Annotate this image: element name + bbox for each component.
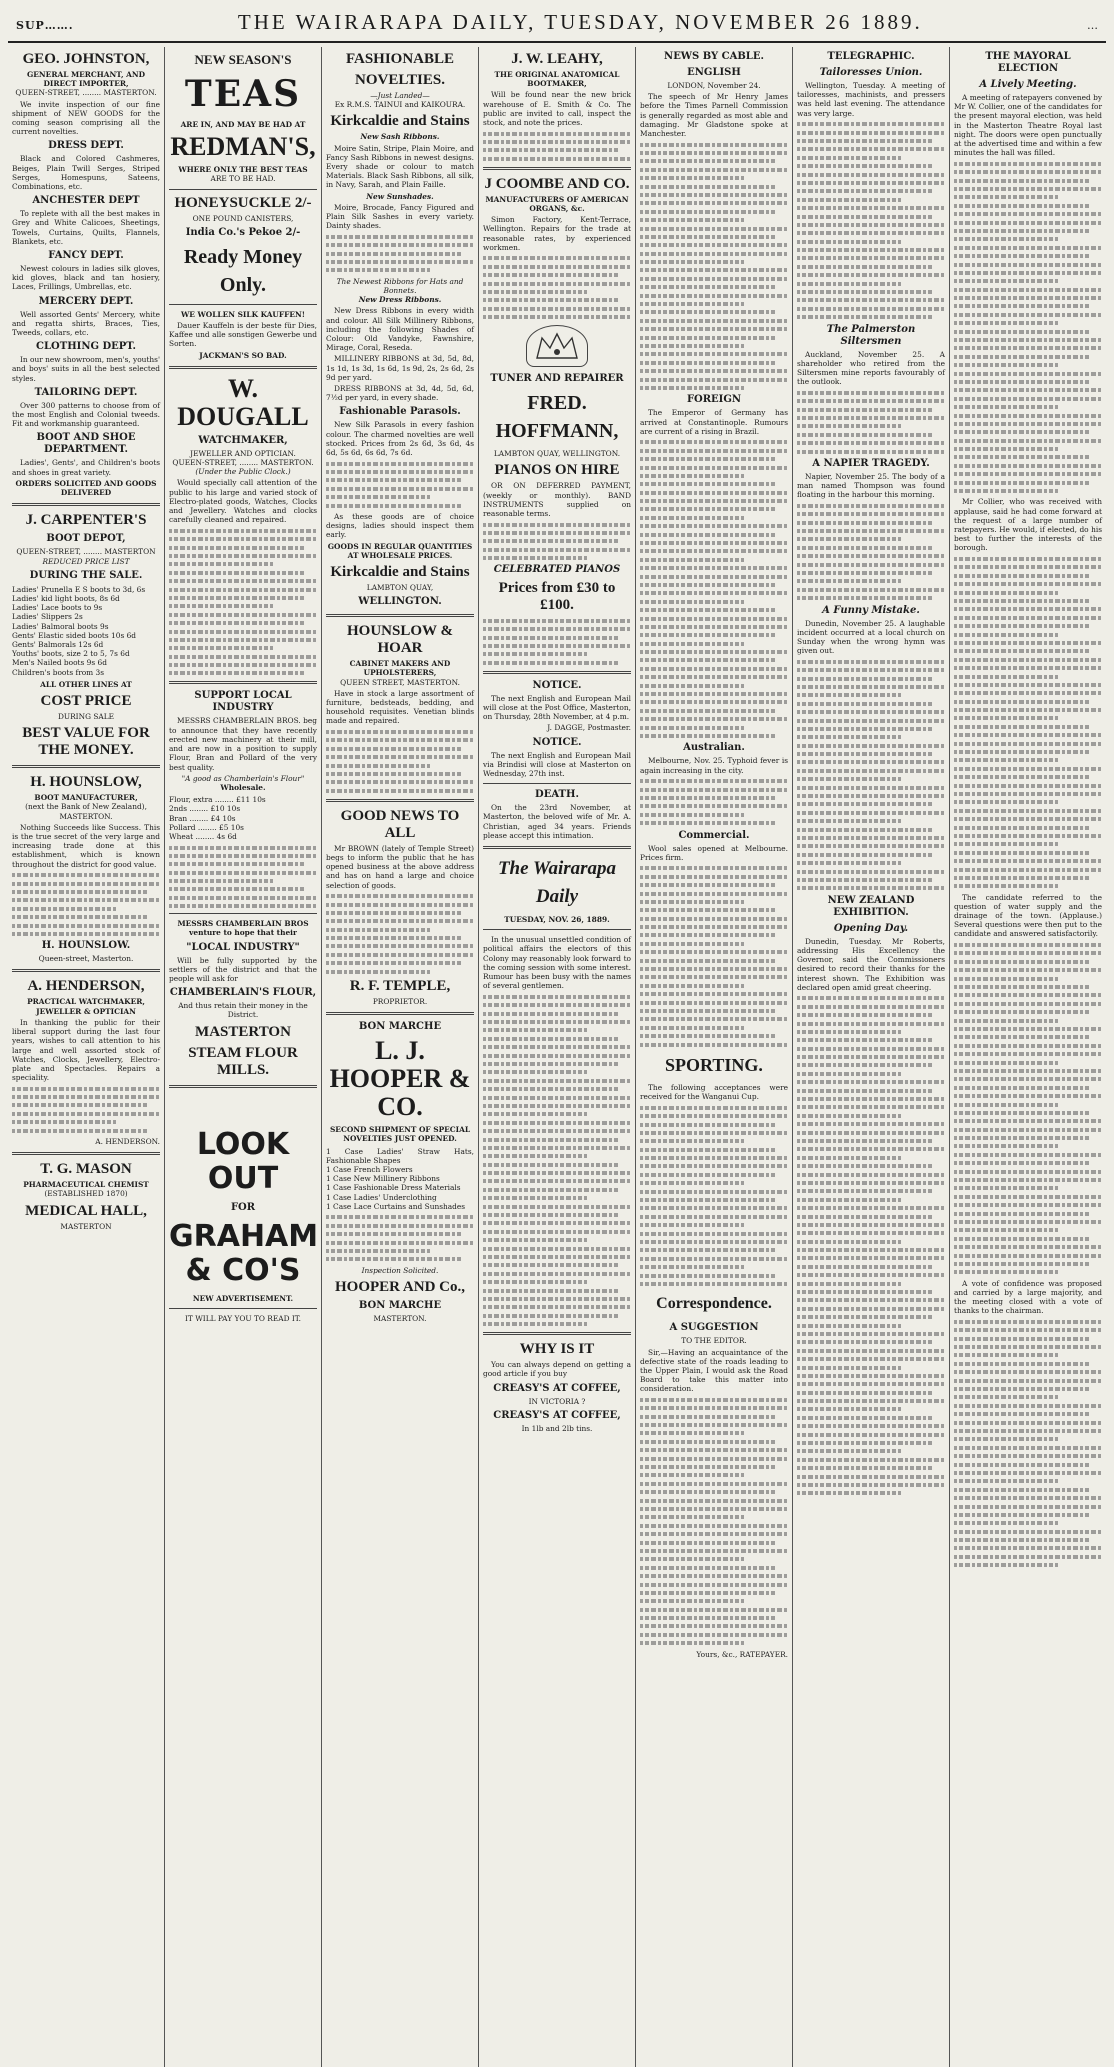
- hoffmann-loc: LAMBTON QUAY, WELLINGTON.: [493, 449, 621, 459]
- australian-text: Melbourne, Nov. 25. Typhoid fever is again increasing in the city.: [640, 756, 788, 775]
- nz-exhibition-heading: NEW ZEALAND EXHIBITION.: [827, 894, 915, 918]
- goods-note: GOODS IN REGULAR QUANTITIES AT WHOLESALE PRICES.: [327, 541, 473, 560]
- divider: [12, 765, 160, 768]
- text-lines: [640, 143, 788, 390]
- text-lines: [326, 235, 474, 273]
- kauri-text: Dauer Kauffeln is der beste für Dies, Kaffee und alle sonstigen Gewerbe und Sorten.: [169, 321, 317, 349]
- why-text: You can always depend on getting a good article if you buy: [483, 1360, 631, 1379]
- redman-heading: REDMAN'S,: [170, 132, 316, 162]
- masthead: [8, 6, 1106, 43]
- text-lines: [326, 462, 474, 508]
- divider: [12, 503, 160, 506]
- celebrated-pianos: CELEBRATED PIANOS: [493, 564, 621, 576]
- news-heading: NEWS BY CABLE.: [664, 51, 764, 62]
- price-item: Children's boots from 3s: [12, 667, 105, 677]
- price-item: Gents' Balmorals 12s 6d: [12, 639, 104, 649]
- graham-pay: IT WILL PAY YOU TO READ IT.: [185, 1313, 301, 1323]
- commercial-text: Wool sales opened at Melbourne. Prices firm.: [640, 843, 788, 862]
- local-text: Will be fully supported by the settlers of the district and that the people will ask for: [169, 955, 317, 984]
- divider: [169, 366, 317, 369]
- dept-text: In our new showroom, men's, youths' and boys' suits in all the best selected styles.: [12, 355, 160, 383]
- death-text: On the 23rd November, at Masterton, the beloved wife of Mr. A. Christian, aged 34 years. Friends please accept this intimation.: [483, 803, 631, 840]
- notice-text: The next English and European Mail will close at the Post Office, Masterton, on Thursday, 28th November, at 4 p.m.: [483, 693, 631, 722]
- price-item: Ladies' Balmoral boots 9s: [12, 621, 109, 631]
- creasy-prices: In 1lb and 2lb tins.: [521, 1423, 593, 1433]
- text-lines: [640, 1106, 788, 1286]
- text-lines: [483, 619, 631, 665]
- column-1: [8, 47, 165, 2067]
- mason-name: T. G. MASON: [40, 1161, 132, 1178]
- sunshades-heading: New Sunshades.: [366, 191, 434, 201]
- hooper-heading: L. J. HOOPER & CO.: [329, 1036, 471, 1122]
- column-7: [950, 47, 1106, 2067]
- death-heading: DEATH.: [535, 789, 579, 801]
- divider: [12, 1152, 160, 1155]
- temple-proprietor: PROPRIETOR.: [372, 997, 428, 1007]
- novelties-heading: NOVELTIES.: [355, 72, 445, 88]
- carpenter-price-list: [12, 585, 160, 677]
- flour-heading: CHAMBERLAIN'S FLOUR,: [169, 987, 317, 999]
- mayoral-heading: THE MAYORAL ELECTION: [985, 51, 1071, 74]
- text-lines: [797, 996, 945, 1495]
- flour-sub: And thus retain their money in the District.: [178, 1001, 308, 1020]
- text-lines: [797, 660, 945, 891]
- flour-price-list: [169, 795, 317, 841]
- coombe-sub: MANUFACTURERS OF AMERICAN ORGANS, &c.: [485, 194, 629, 213]
- hounslow-sub: BOOT MANUFACTURER,: [34, 793, 138, 803]
- dougall-sub2: JEWELLER AND OPTICIAN.: [190, 448, 296, 458]
- columns: [8, 47, 1106, 2067]
- mason-loc: MASTERTON: [60, 1221, 112, 1231]
- millinery-text: MILLINERY RIBBONS at 3d, 5d, 8d, 1s 1d, 1s 3d, 1s 6d, 1s 9d, 2s, 2s 6d, 2s 9d per yard.: [326, 354, 474, 382]
- mason-hall: MEDICAL HALL,: [25, 1202, 147, 1219]
- divider: [169, 1308, 317, 1309]
- leahy-sub: THE ORIGINAL ANATOMICAL BOOTMAKER,: [494, 70, 620, 89]
- mayoral-text-3: The candidate referred to the question of water supply and the drainage of the town. (Applause.) Several questions were then put to the candidate and answered satisfactorily.: [954, 892, 1102, 939]
- sporting-text: The following acceptances were received for the Wanganui Cup.: [640, 1082, 788, 1102]
- price-item: Men's Nailed boots 9s 6d: [12, 658, 107, 668]
- carpenter-best: BEST VALUE FOR THE MONEY.: [22, 725, 150, 759]
- text-lines: [483, 256, 631, 319]
- palmerston-text: Auckland, November 25. A shareholder who retired from the Siltersmen mine reports favourably of the outlook.: [797, 349, 945, 387]
- masterton-heading: MASTERTON: [195, 1023, 291, 1040]
- price-item: Ladies' Prunella E S boots to 3d, 6s: [12, 584, 146, 594]
- text-lines: [640, 1398, 788, 1645]
- text-lines: [640, 440, 788, 738]
- divider: [12, 969, 160, 972]
- column-4: [479, 47, 636, 2067]
- hoffmann-heading: FRED. HOFFMANN,: [495, 392, 619, 443]
- mills-heading: STEAM FLOUR MILLS.: [188, 1044, 298, 1078]
- sporting-heading: SPORTING.: [665, 1054, 763, 1075]
- jackman: JACKMAN'S SO BAD.: [199, 350, 287, 360]
- dougall-loc: QUEEN-STREET, ........ MASTERTON.: [172, 458, 314, 468]
- napier-text: Napier, November 25. The body of a man named Thompson was found floating in the harbour this morning.: [797, 471, 945, 500]
- dept-heading: FANCY DEPT.: [48, 250, 124, 262]
- royal-crest-icon: [526, 325, 588, 367]
- dress2-text: DRESS RIBBONS at 3d, 4d, 5d, 6d, 7½d per yard, in every shade.: [326, 384, 474, 403]
- paper-title: The Wairarapa Daily: [497, 858, 617, 908]
- dept-heading: CLOTHING DEPT.: [36, 341, 136, 353]
- teas-are: ARE IN, AND MAY BE HAD AT: [180, 120, 306, 129]
- text-lines: [640, 779, 788, 825]
- divider: [169, 1085, 317, 1088]
- bon-marche-2: BON MARCHE: [358, 1300, 442, 1312]
- carpenter-other: ALL OTHER LINES AT: [40, 679, 132, 689]
- coombe-heading: J COOMBE AND CO.: [484, 175, 630, 192]
- ready-money: Ready Money Only.: [183, 245, 303, 296]
- local-industry: "LOCAL INDUSTRY": [186, 941, 300, 953]
- divider: [169, 681, 317, 684]
- good-news-text: Mr BROWN (lately of Temple Street) begs to inform the public that he has opened business at the above address and has on hand a large and choice selection of goods.: [326, 843, 474, 890]
- text-lines: [483, 523, 631, 561]
- carpenter-loc: QUEEN-STREET, ........ MASTERTON: [16, 547, 156, 557]
- masterton: MASTERTON.: [373, 1314, 427, 1324]
- mason-sub: PHARMACEUTICAL CHEMIST: [23, 1180, 149, 1190]
- to-editor: TO THE EDITOR.: [681, 1336, 747, 1346]
- text-lines: [326, 1215, 474, 1261]
- dept-text: Ladies', Gents', and Children's boots and shoes in great variety.: [12, 458, 160, 477]
- text-lines: [797, 504, 945, 600]
- commercial-heading: Commercial.: [678, 829, 750, 841]
- carpenter-reduced: REDUCED PRICE LIST: [42, 556, 130, 566]
- price-item: Bran ........ £4 10s: [169, 813, 236, 823]
- shipment-list: [326, 1147, 474, 1211]
- napier-heading: A NAPIER TRAGEDY.: [812, 457, 930, 469]
- india-pekoe: India Co.'s Pekoe 2/-: [185, 226, 301, 238]
- divider: [483, 783, 631, 784]
- graham-heading: GRAHAM & CO'S: [169, 1218, 319, 1288]
- divider: [326, 1012, 474, 1015]
- hounslow-hoar-heading: HOUNSLOW & HOAR: [347, 623, 453, 657]
- divider: [169, 189, 317, 190]
- johnston-name: GEO. JOHNSTON,: [22, 51, 150, 67]
- notice-sign: J. DAGGE, Postmaster.: [547, 723, 631, 733]
- shipment-item: 1 Case New Millinery Ribbons: [326, 1174, 440, 1184]
- messrs2: MESSRS CHAMBERLAIN BROS venture to hope that their: [177, 919, 309, 938]
- season-heading: NEW SEASON'S: [194, 52, 292, 67]
- wholesale-heading: Wholesale.: [220, 782, 266, 792]
- hounslow-name: H. HOUNSLOW,: [30, 774, 142, 791]
- union-heading: Tailoresses Union.: [819, 67, 923, 78]
- sunshades-text: Moire, Brocade, Fancy Figured and Plain Silk Sashes in every variety. Dainty shades.: [326, 202, 474, 231]
- leahy-heading: J. W. LEAHY,: [511, 51, 603, 67]
- price-item: Flour, extra ........ £11 10s: [169, 795, 266, 805]
- carpenter-name: J. CARPENTER'S: [25, 512, 147, 529]
- ribbons-heading: New Sash Ribbons.: [360, 132, 440, 142]
- news-text: The speech of Mr Henry James before the Times Parnell Commission is generally regarded as most able and damaging. Mr Gladstone spoke at Manchester.: [640, 92, 788, 139]
- temple-heading: R. F. TEMPLE,: [349, 978, 451, 995]
- carpenter-during: DURING THE SALE.: [29, 569, 143, 581]
- correspondence-heading: Correspondence.: [656, 1295, 772, 1313]
- dougall-under: (Under the Public Clock.): [195, 467, 291, 477]
- price-item: Youths' boots, size 2 to 5, 7s 6d: [12, 649, 130, 659]
- henderson-sign: A. HENDERSON.: [95, 1137, 160, 1147]
- text-lines: [169, 529, 317, 676]
- piano-prices: Prices from £30 to £100.: [498, 580, 616, 614]
- tuner-heading: TUNER AND REPAIRER: [490, 373, 624, 385]
- text-lines: [326, 894, 474, 974]
- graham-advert: NEW ADVERTISEMENT.: [192, 1293, 294, 1303]
- notice-heading: NOTICE.: [532, 679, 582, 691]
- text-lines: [169, 846, 317, 909]
- price-item: 2nds ........ £10 10s: [169, 804, 241, 814]
- shipment-item: 1 Case Lace Curtains and Sunshades: [326, 1201, 466, 1211]
- lively-heading: A Lively Meeting.: [979, 79, 1077, 90]
- text-lines: [483, 132, 631, 161]
- australian-heading: Australian.: [683, 742, 745, 754]
- chamberlain-motto: "A good as Chamberlain's Flour": [181, 773, 305, 783]
- dept-text: To replete with all the best makes in Grey and White Calicoes, Sheetings, Towels, Curtains, Quilts, Flannels, Blankets, etc.: [12, 209, 160, 246]
- dept-text: Well assorted Gents' Mercery, white and regatta shirts, Braces, Ties, Tweeds, collars, etc.: [12, 309, 160, 338]
- column-6: [793, 47, 950, 2067]
- dress-text: New Dress Ribbons in every width and colour. All Silk Millinery Ribbons, including the following Shades of Colour: Old Vandyke, Fawnshire, Mirage, Coral, Reseda.: [326, 306, 474, 353]
- mayoral-text-1: A meeting of ratepayers convened by Mr W. Collier, one of the candidates for the present mayoral election, was held in the Masterton Theatre Royal last night. The doors were open punctually at the advertised time and within a few minutes the hall was filled.: [954, 93, 1102, 158]
- divider: [483, 1332, 631, 1335]
- mason-est: (ESTABLISHED 1870): [44, 1189, 128, 1199]
- hounslow2-name: H. HOUNSLOW.: [41, 940, 131, 952]
- why-heading: WHY IS IT: [519, 1341, 595, 1358]
- hh-loc: QUEEN STREET, MASTERTON.: [340, 677, 460, 687]
- paper-date: TUESDAY, NOV. 26, 1889.: [504, 915, 610, 925]
- dateline: LONDON, November 24.: [667, 81, 761, 90]
- suggestion-heading: A SUGGESTION: [669, 1322, 759, 1334]
- support-heading: SUPPORT LOCAL INDUSTRY: [194, 690, 292, 714]
- divider: [326, 799, 474, 802]
- johnston-sub: GENERAL MERCHANT, AND DIRECT IMPORTER,: [26, 70, 146, 89]
- palmerston-heading: The Palmerston Siltersmen: [826, 323, 916, 347]
- column-3: [322, 47, 479, 2067]
- victoria: IN VICTORIA ?: [528, 1396, 586, 1406]
- dept-heading: ANCHESTER DEPT: [32, 195, 140, 207]
- hounslow-text: Nothing Succeeds like Success. This is the true secret of the very large and increasing trade done at this establishment, which is known throughout the district for good value.: [12, 822, 160, 869]
- johnston-loc: QUEEN-STREET, ........ MASTERTON.: [15, 88, 157, 98]
- bon-marche: BON MARCHE: [358, 1021, 442, 1033]
- union-text: Wellington, Tuesday. A meeting of tailoresses, machinists, and pressers was held last evening. The attendance was very large.: [797, 81, 945, 118]
- hounslow-loc: (next the Bank of New Zealand), MASTERTON.: [25, 802, 147, 821]
- dress-heading: New Dress Ribbons.: [358, 295, 442, 305]
- text-lines: [483, 995, 631, 1326]
- price-item: Pollard ........ £5 10s: [169, 822, 244, 832]
- divider: [483, 929, 631, 930]
- dept-text: Over 300 patterns to choose from of the most English and Colonial tweeds. Fit and workmanship guaranteed.: [12, 400, 160, 429]
- leahy-text: Will be found near the new brick warehouse of E. Smith & Co. The public are invited to call, inspect the stock, and note the prices.: [483, 90, 631, 128]
- notice2-heading: NOTICE.: [532, 736, 582, 748]
- creasy2-heading: CREASY'S AT COFFEE,: [493, 1409, 621, 1421]
- price-item: Gents' Elastic sided boots 10s 6d: [12, 630, 137, 640]
- text-lines: [797, 122, 945, 319]
- kirkcaldie-heading: Kirkcaldie and Stains: [330, 113, 470, 130]
- hh-text: Have in stock a large assortment of furniture, bedsteads, bedding, and household requisites. Venetian blinds made and repaired.: [326, 688, 474, 726]
- good-news-heading: GOOD NEWS TO ALL: [340, 807, 460, 841]
- price-item: Ladies' kid light boots, 8s 6d: [12, 593, 120, 603]
- teas-where: WHERE ONLY THE BEST TEAS: [178, 165, 308, 175]
- ribbons-text: Moire Satin, Stripe, Plain Moire, and Fancy Sash Ribbons in newest designs. Every shade or colour to match Materials. Black Sash Ribbons, all silk, in Navy, Sarah, and Plain Faille.: [326, 143, 474, 190]
- johnston-footer: ORDERS SOLICITED AND GOODS DELIVERED: [15, 478, 157, 498]
- inspection: Inspection Solicited.: [361, 1265, 439, 1275]
- text-lines: [954, 943, 1102, 1274]
- column-2: [165, 47, 322, 2067]
- teas-heading: TEAS: [184, 73, 302, 115]
- mayoral-text-4: A vote of confidence was proposed and carried by a large majority, and the meeting closed with a vote of thanks to the chairman.: [954, 1278, 1102, 1316]
- dougall-name: W. DOUGALL: [177, 373, 309, 431]
- parasols-heading: Fashionable Parasols.: [339, 406, 461, 418]
- creasy-heading: CREASY'S AT COFFEE,: [493, 1382, 621, 1394]
- hounslow2-loc: Queen-street, Masterton.: [38, 954, 134, 964]
- text-lines: [640, 866, 788, 1046]
- masthead-right: …: [1086, 19, 1098, 32]
- foreign-heading: FOREIGN: [686, 394, 742, 406]
- coombe-text: Simon Factory, Kent-Terrace, Wellington. Repairs for the trade at reasonable rates, by experienced workmen.: [483, 215, 631, 252]
- telegraphic-heading: TELEGRAPHIC.: [827, 51, 915, 62]
- look-for: FOR: [230, 1201, 256, 1213]
- teas-are-to-be: ARE TO BE HAD.: [210, 174, 276, 184]
- second-shipment: SECOND SHIPMENT OF SPECIAL NOVELTIES JUST OPENED.: [329, 1125, 471, 1144]
- mayoral-text-2: Mr Collier, who was received with applause, said he had come forward at the request of a large number of ratepayers. He would, if elected, do his best to further the interests of the borough.: [954, 497, 1102, 553]
- shipment-item: 1 Case Ladies' Straw Hats, Fashionable Shapes: [326, 1146, 474, 1165]
- johnston-intro: We invite inspection of our fine shipment of NEW GOODS for the coming season comprising all the current novelties.: [12, 99, 160, 137]
- hh-sub: CABINET MAKERS AND UPHOLSTERERS,: [349, 659, 451, 678]
- divider: [169, 304, 317, 305]
- mistake-text: Dunedin, November 25. A laughable incident occurred at a local church on Sunday when the wrong hymn was given out.: [797, 618, 945, 656]
- henderson-text: In thanking the public for their liberal support during the last four years, wishes to call attention to his large and well assorted stock of Watches, Clocks, Jewellery, Electro-plate and Spectacles. Repairs a speciality.: [12, 1017, 160, 1083]
- dept-text: Black and Colored Cashmeres, Beiges, Plain Twill Serges, Striped Serges, Homespuns, Sateens, Combinations, etc.: [12, 154, 160, 192]
- dept-list: [12, 140, 160, 476]
- divider: [483, 671, 631, 674]
- exhibition-text: Dunedin, Tuesday. Mr Roberts, addressing His Excellency the Governor, said the Commissioners desired to record their thanks for the interest shown. The Exhibition was declared open amid great cheering.: [797, 936, 945, 992]
- masthead-left: SUP…….: [16, 19, 74, 32]
- text-lines: [12, 1087, 160, 1133]
- shipment-item: 1 Case Fashionable Dress Materials: [326, 1183, 461, 1193]
- hire-text: OR ON DEFERRED PAYMENT, (weekly or monthly). BAND INSTRUMENTS supplied on reasonable terms.: [483, 481, 631, 518]
- mistake-heading: A Funny Mistake.: [822, 604, 920, 616]
- parasols-text: New Silk Parasols in every fashion colour. The charmed novelties are well stocked. Prices from 2s 6d, 3s 6d, 4s 6d, 5s 6d, 6s 6d, 7s 6d.: [326, 420, 474, 458]
- opening-day: Opening Day.: [833, 922, 909, 934]
- divider: [483, 846, 631, 849]
- correspondence-text: Sir,—Having an acquaintance of the defective state of the roads leading to the Upper Plain, I would ask the Road Board to take this matter into consideration.: [640, 1347, 788, 1394]
- text-lines: [954, 1320, 1102, 1567]
- dougall-sub: WATCHMAKER,: [198, 434, 288, 446]
- text-lines: [797, 391, 945, 454]
- ready-note: As these goods are of choice designs, ladies should inspect them early.: [326, 511, 474, 540]
- dept-text: Newest colours in ladies silk gloves, kid gloves, black and tan hosiery, Laces, Frillings, Umbrellas, etc.: [12, 264, 160, 292]
- just-landed: —Just Landed—: [370, 91, 430, 100]
- price-item: Ladies' Slippers 2s: [12, 612, 83, 622]
- kirkcaldie2-heading: Kirkcaldie and Stains: [330, 563, 470, 580]
- honeysuckle: HONEYSUCKLE 2/-: [174, 194, 312, 211]
- price-item: Wheat ........ 4s 6d: [169, 831, 237, 841]
- henderson-name: A. HENDERSON,: [27, 978, 145, 995]
- text-lines: [954, 557, 1102, 888]
- look-out: LOOK OUT: [196, 1126, 290, 1196]
- dougall-text: Would specially call attention of the public to his large and varied stock of Electro-plated goods, Watches, Clocks and Jewellery. Watches and clocks carefully cleaned and repaired.: [169, 478, 317, 525]
- kauri-heading: WE WOLLEN SILK KAUFFEN!: [180, 309, 306, 319]
- price-item: Ladies' Lace boots to 9s: [12, 603, 103, 613]
- shipment-item: 1 Case French Flowers: [326, 1165, 413, 1175]
- henderson-sub: PRACTICAL WATCHMAKER, JEWELLER & OPTICIAN: [27, 997, 145, 1016]
- pianos-heading: PIANOS ON HIRE: [494, 462, 620, 479]
- divider: [483, 167, 631, 170]
- editorial-text: In the unusual unsettled condition of political affairs the electors of this Colony may reasonably look forward to the coming session with some interest. Rumour has been busy with the names of several gentlemen.: [483, 935, 631, 991]
- divider: [169, 913, 317, 914]
- dept-heading: TAILORING DEPT.: [34, 386, 138, 398]
- correspondence-sign: Yours, &c., RATEPAYER.: [696, 1649, 788, 1659]
- shipment-item: 1 Case Ladies' Underclothing: [326, 1192, 437, 1202]
- novel-note: The Newest Ribbons for Hats and Bonnets.: [336, 276, 464, 295]
- text-lines: [12, 873, 160, 936]
- dept-heading: BOOT AND SHOE DEPARTMENT.: [36, 432, 136, 456]
- masthead-title: THE WAIRARAPA DAILY, TUESDAY, NOVEMBER 26 1889.: [237, 10, 923, 34]
- text-lines: [954, 162, 1102, 493]
- ship-line: Ex R.M.S. TAINUI and KAIKOURA.: [334, 100, 466, 110]
- notice2-text: The next English and European Mail via Brindisi will close at Masterton on Wednesday, 27th inst.: [483, 750, 631, 779]
- lambton-quay: LAMBTON QUAY,: [366, 582, 434, 592]
- dept-heading: DRESS DEPT.: [48, 140, 124, 152]
- column-5: [636, 47, 793, 2067]
- divider: [326, 614, 474, 617]
- wellington: WELLINGTON.: [358, 596, 442, 608]
- chamberlain-text: MESSRS CHAMBERLAIN BROS. beg to announce that they have recently erected new machinery at their mill, and are now in a position to supply Flour, Bran and Pollard of the very best quality.: [169, 716, 317, 772]
- text-lines: [326, 730, 474, 793]
- carpenter-during2: DURING SALE: [57, 711, 115, 721]
- foreign-text: The Emperor of Germany has arrived at Constantinople. Rumours are current of a rising in Brazil.: [640, 408, 788, 436]
- fashionable-heading: FASHIONABLE: [345, 51, 455, 67]
- english-heading: ENGLISH: [687, 67, 741, 78]
- canister: ONE POUND CANISTERS,: [192, 213, 294, 223]
- hooper2-heading: HOOPER AND Co.,: [334, 1279, 465, 1296]
- carpenter-cost: COST PRICE: [40, 692, 132, 709]
- carpenter-depot: BOOT DEPOT,: [46, 533, 126, 545]
- dept-heading: MERCERY DEPT.: [38, 295, 134, 307]
